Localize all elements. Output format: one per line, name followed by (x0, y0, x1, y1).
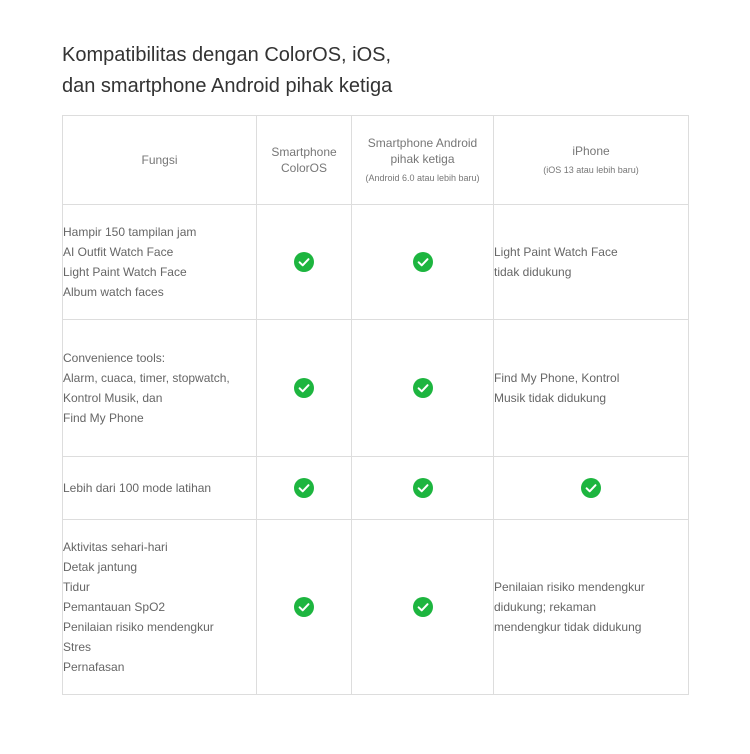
header-android (352, 116, 494, 205)
header-coloros-label: Smartphone (271, 145, 337, 159)
android-cell (352, 320, 494, 457)
table-row (63, 320, 689, 457)
feature-cell (63, 320, 257, 457)
header-iphone-label: iPhone (572, 144, 610, 158)
check-circle-icon (294, 378, 314, 398)
compatibility-table (62, 115, 689, 695)
header-feature-label: Fungsi (141, 153, 178, 167)
check-circle-icon (581, 478, 601, 498)
feature-line: Tidur (63, 580, 90, 594)
feature-line: Aktivitas sehari-hari (63, 540, 168, 554)
feature-line: Pemantauan SpO2 (63, 600, 166, 614)
feature-line: AI Outfit Watch Face (63, 245, 174, 259)
header-iphone (494, 116, 689, 205)
android-cell (352, 520, 494, 695)
feature-cell (63, 457, 257, 520)
feature-line: Album watch faces (63, 285, 164, 299)
iphone-cell (494, 457, 689, 520)
check-circle-icon (294, 252, 314, 272)
coloros-cell (257, 520, 352, 695)
check-circle-icon (413, 597, 433, 617)
table-header-row (63, 116, 689, 205)
feature-line: Stres (63, 640, 92, 654)
iphone-note-line: tidak didukung (494, 265, 572, 279)
page-title-line: dan smartphone Android pihak ketiga (62, 75, 393, 97)
header-iphone-sublabel: (iOS 13 atau lebih baru) (543, 165, 639, 175)
feature-line: Lebih dari 100 mode latihan (63, 481, 212, 495)
iphone-note-line: Musik tidak didukung (494, 391, 607, 405)
feature-line: Penilaian risiko mendengkur (63, 620, 214, 634)
iphone-note-line: Light Paint Watch Face (494, 245, 618, 259)
coloros-cell (257, 205, 352, 320)
feature-line: Light Paint Watch Face (63, 265, 187, 279)
page-title (62, 40, 702, 102)
iphone-note-line: Find My Phone, Kontrol (494, 371, 620, 385)
iphone-note-line: mendengkur tidak didukung (494, 620, 642, 634)
iphone-cell (494, 205, 689, 320)
android-cell (352, 457, 494, 520)
iphone-cell (494, 520, 689, 695)
iphone-note-line: Penilaian risiko mendengkur (494, 580, 645, 594)
header-feature (63, 116, 257, 205)
header-android-sublabel: (Android 6.0 atau lebih baru) (365, 173, 480, 183)
feature-line: Pernafasan (63, 660, 125, 674)
table-row (63, 457, 689, 520)
coloros-cell (257, 320, 352, 457)
feature-cell (63, 520, 257, 695)
iphone-note-line: didukung; rekaman (494, 600, 597, 614)
feature-line: Detak jantung (63, 560, 138, 574)
header-coloros-label: ColorOS (280, 161, 327, 175)
header-coloros (257, 116, 352, 205)
android-cell (352, 205, 494, 320)
check-circle-icon (294, 478, 314, 498)
header-android-label: pihak ketiga (390, 152, 455, 166)
check-circle-icon (413, 252, 433, 272)
table-row (63, 205, 689, 320)
page-title-line: Kompatibilitas dengan ColorOS, iOS, (62, 44, 392, 66)
feature-line: Convenience tools: (63, 351, 166, 365)
feature-cell (63, 205, 257, 320)
check-circle-icon (413, 478, 433, 498)
check-circle-icon (413, 378, 433, 398)
header-android-label: Smartphone Android (367, 136, 478, 150)
feature-line: Kontrol Musik, dan (63, 391, 163, 405)
table-row (63, 520, 689, 695)
coloros-cell (257, 457, 352, 520)
iphone-cell (494, 320, 689, 457)
feature-line: Alarm, cuaca, timer, stopwatch, (63, 371, 230, 385)
feature-line: Hampir 150 tampilan jam (63, 225, 197, 239)
check-circle-icon (294, 597, 314, 617)
feature-line: Find My Phone (63, 411, 144, 425)
